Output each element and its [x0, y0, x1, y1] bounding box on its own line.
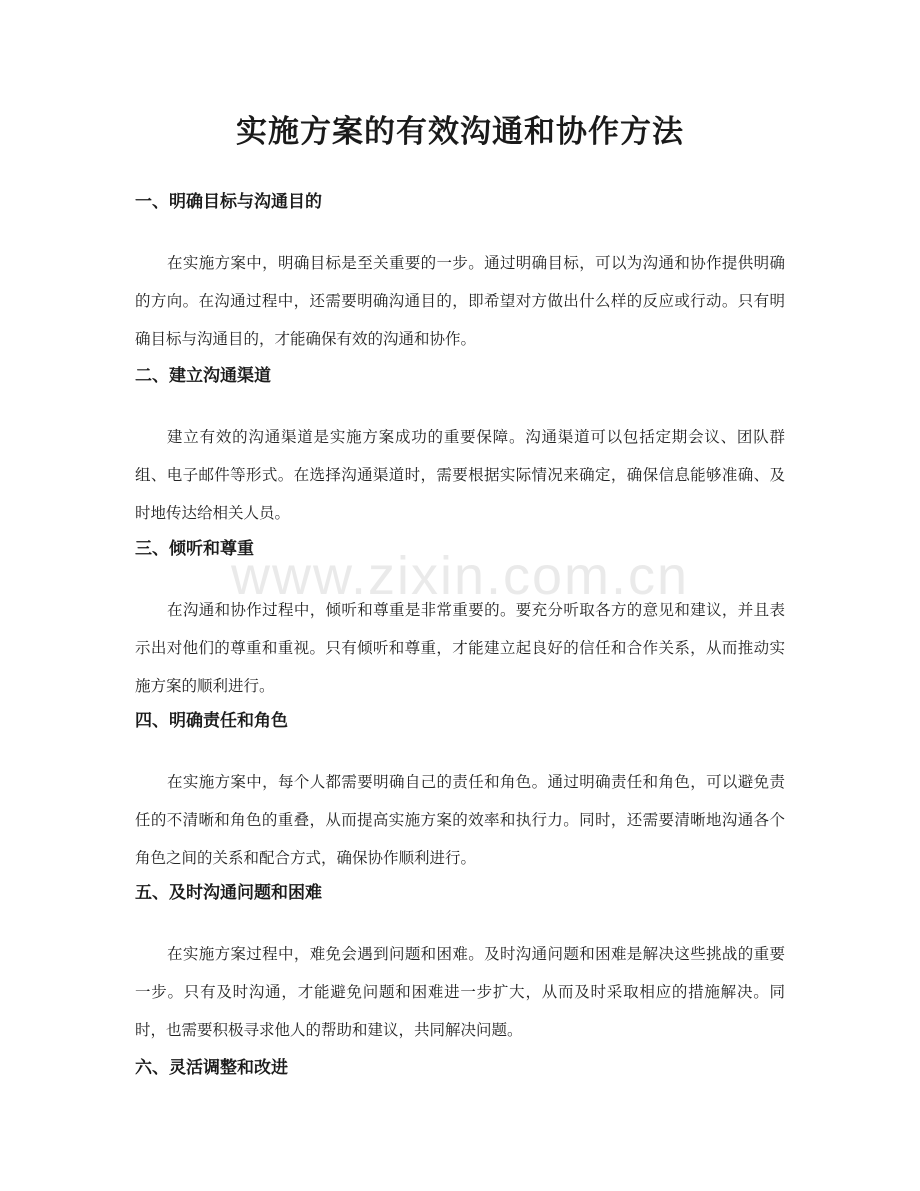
section-3 [135, 535, 785, 705]
section-heading: 二、建立沟通渠道 [135, 366, 271, 386]
section-heading: 五、及时沟通问题和困难 [135, 883, 322, 903]
section-6 [135, 1054, 785, 1082]
section-heading: 三、倾听和尊重 [135, 539, 254, 559]
section-2 [135, 362, 785, 532]
document-title: 实施方案的有效沟通和协作方法 [236, 114, 684, 150]
section-5 [135, 879, 785, 1049]
section-4 [135, 707, 785, 877]
section-body: 建立有效的沟通渠道是实施方案成功的重要保障。沟通渠道可以包括定期会议、团队群组、电子邮件等形式。在选择沟通渠道时，需要根据实际情况来确定，确保信息能够准确、及时地传达给相关人员。 [135, 428, 785, 522]
section-heading: 六、灵活调整和改进 [135, 1058, 288, 1078]
section-body: 在沟通和协作过程中，倾听和尊重是非常重要的。要充分听取各方的意见和建议，并且表示出对他们的尊重和重视。只有倾听和尊重，才能建立起良好的信任和合作关系，从而推动实施方案的顺利进行。 [135, 601, 785, 695]
section-heading: 四、明确责任和角色 [135, 711, 288, 731]
section-body: 在实施方案过程中，难免会遇到问题和困难。及时沟通问题和困难是解决这些挑战的重要一步。只有及时沟通，才能避免问题和困难进一步扩大，从而及时采取相应的措施解决。同时，也需要积极寻求他人的帮助和建议，共同解决问题。 [135, 945, 785, 1039]
section-heading: 一、明确目标与沟通目的 [135, 192, 322, 212]
section-body: 在实施方案中，每个人都需要明确自己的责任和角色。通过明确责任和角色，可以避免责任的不清晰和角色的重叠，从而提高实施方案的效率和执行力。同时，还需要清晰地沟通各个角色之间的关系和配合方式，确保协作顺利进行。 [135, 773, 785, 867]
section-body: 在实施方案中，明确目标是至关重要的一步。通过明确目标，可以为沟通和协作提供明确的方向。在沟通过程中，还需要明确沟通目的，即希望对方做出什么样的反应或行动。只有明确目标与沟通目的，才能确保有效的沟通和协作。 [135, 254, 785, 348]
watermark: www.zixin.com.cn [230, 546, 690, 606]
section-1 [135, 188, 785, 358]
